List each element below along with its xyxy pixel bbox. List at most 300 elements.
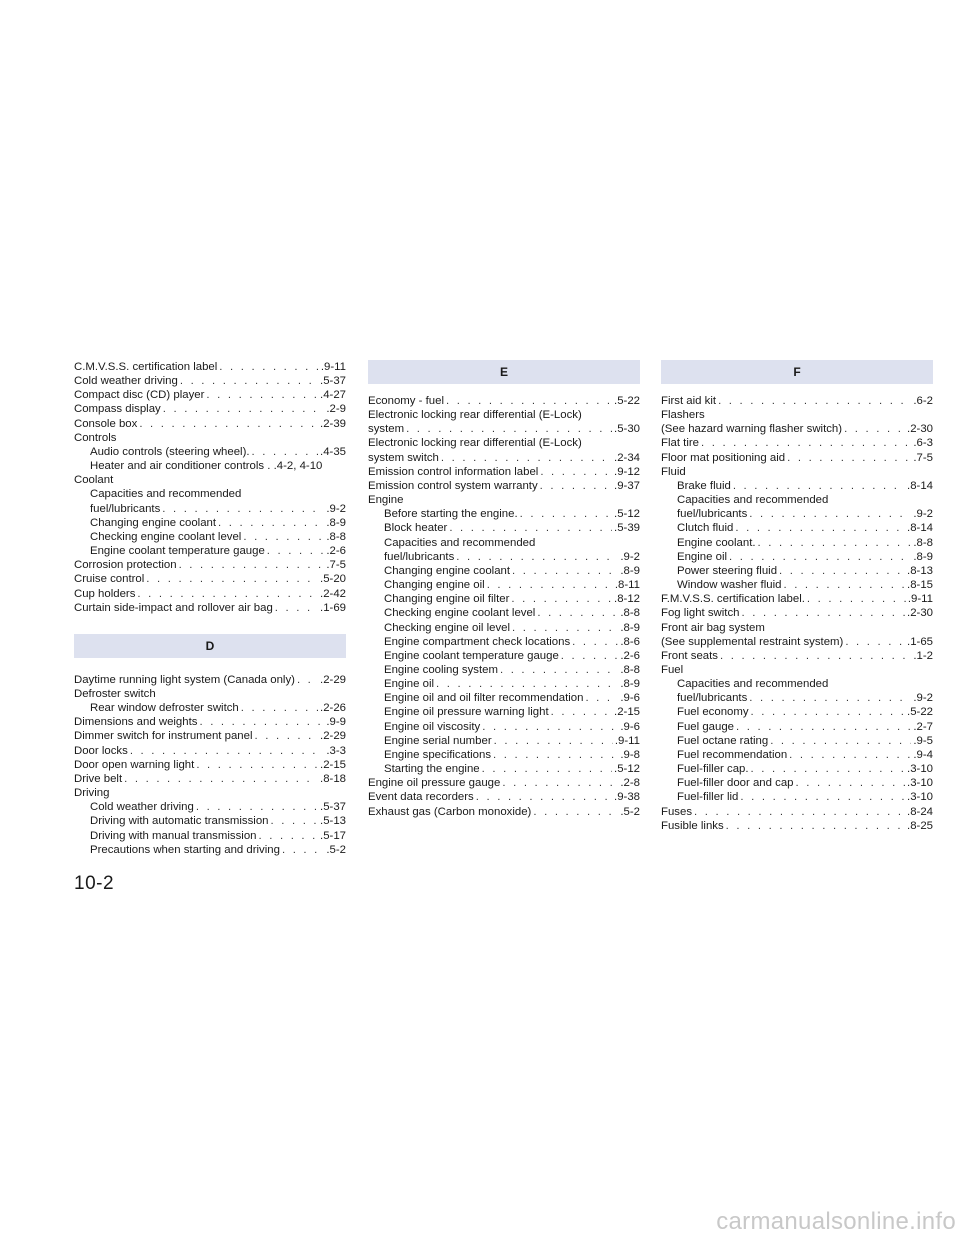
dot-leader xyxy=(844,422,905,436)
index-entry xyxy=(74,502,346,516)
dot-leader xyxy=(749,691,911,705)
index-entry-label: Engine oil pressure warning light xyxy=(384,706,549,719)
index-entry-page: .9-38 xyxy=(614,791,640,804)
dot-leader xyxy=(218,516,324,530)
index-entry-page: .2-9 xyxy=(326,403,346,416)
index-entry-label: Before starting the engine. xyxy=(384,508,518,521)
index-entry-page: .8-12 xyxy=(614,593,640,606)
dot-leader xyxy=(139,417,318,431)
index-entry xyxy=(74,374,346,388)
index-entry-page: .8-11 xyxy=(614,579,640,592)
index-entry xyxy=(368,592,640,606)
index-entry-label: Exhaust gas (Carbon monoxide) xyxy=(368,805,532,818)
index-entry-page: .2-26 xyxy=(320,702,346,715)
index-entry xyxy=(368,790,640,804)
index-entry-label: Compass display xyxy=(74,403,161,416)
index-entry-heading: Flashers xyxy=(661,409,705,422)
index-entry-label: Checking engine coolant level xyxy=(384,607,536,620)
index-entry-page: .8-24 xyxy=(907,805,933,818)
index-entry xyxy=(74,558,346,572)
dot-leader xyxy=(729,550,911,564)
index-entry-label: Fuel gauge xyxy=(677,720,734,733)
index-entry-label: Dimmer switch for instrument panel xyxy=(74,730,253,743)
index-entry-page: .8-13 xyxy=(907,564,933,577)
index-entry-page: .2-34 xyxy=(614,451,640,464)
index-entry-label: Cruise control xyxy=(74,573,145,586)
index-entry-label: Door open warning light xyxy=(74,758,195,771)
index-entry-page: .4-27 xyxy=(320,389,346,402)
index-entry xyxy=(368,606,640,620)
index-entry-label: Power steering fluid xyxy=(677,564,778,577)
index-entry-label: Emission control system warranty xyxy=(368,479,538,492)
index-entry-page: .2-39 xyxy=(320,417,346,430)
index-entry-heading: Electronic locking rear differential (E-Lock) xyxy=(368,437,582,450)
index-entry xyxy=(368,776,640,790)
watermark-text: carmanualsonline.info xyxy=(716,1208,956,1235)
dot-leader xyxy=(130,744,325,758)
index-entry xyxy=(368,550,640,564)
dot-leader xyxy=(585,691,618,705)
index-entry xyxy=(368,422,640,436)
index-entry xyxy=(368,748,640,762)
index-entry xyxy=(661,536,933,550)
index-entry-page: .2-7 xyxy=(913,720,933,733)
index-entry-heading: Coolant xyxy=(74,474,114,487)
index-entry-label: Engine oil xyxy=(677,550,728,563)
index-entry-label: Engine oil xyxy=(384,678,435,691)
index-entry-label: Console box xyxy=(74,417,138,430)
index-entry xyxy=(74,729,346,743)
index-entry xyxy=(74,544,346,558)
index-entry xyxy=(74,572,346,586)
index-entry xyxy=(368,762,640,776)
index-entry xyxy=(368,451,640,465)
section-header-d: D xyxy=(74,634,346,658)
dot-leader xyxy=(482,720,618,734)
index-entry-page: .8-25 xyxy=(907,819,933,832)
dot-leader xyxy=(493,748,618,762)
index-entry-page: .9-2 xyxy=(913,508,933,521)
index-entry-label: Event data recorders xyxy=(368,791,474,804)
index-entry xyxy=(368,578,640,592)
index-entry-page: .8-9 xyxy=(326,516,346,529)
index-entry-label: fuel/lubricants xyxy=(677,508,748,521)
index-entry-label: Window washer fluid xyxy=(677,579,782,592)
index-entry xyxy=(368,649,640,663)
index-entry xyxy=(368,734,640,748)
index-entry xyxy=(368,635,640,649)
dot-leader xyxy=(572,635,618,649)
index-entry xyxy=(661,394,933,408)
index-entry-label: Changing engine coolant xyxy=(90,516,217,529)
dot-leader xyxy=(199,715,324,729)
index-entry xyxy=(661,422,933,436)
index-entry-page: .5-12 xyxy=(614,508,640,521)
page-number: 10-2 xyxy=(74,873,115,894)
section-header-f: F xyxy=(661,360,933,384)
index-entry-page: .2-6 xyxy=(326,545,346,558)
dot-leader xyxy=(540,465,612,479)
dot-leader xyxy=(740,790,905,804)
index-entry-page: .9-6 xyxy=(620,692,640,705)
index-entry-label: Engine compartment check locations xyxy=(384,635,571,648)
dot-leader xyxy=(694,805,905,819)
index-entry-label: Checking engine coolant level xyxy=(90,530,242,543)
index-entry-page: .7-5 xyxy=(913,451,933,464)
index-entry-label: Rear window defroster switch xyxy=(90,702,239,715)
index-entry-page: .8-8 xyxy=(326,530,346,543)
index-entry-page: .5-13 xyxy=(320,815,346,828)
index-entry-page: .5-2 xyxy=(326,843,346,856)
dot-leader xyxy=(726,819,905,833)
index-entry-label: (See hazard warning flasher switch) xyxy=(661,423,843,436)
dot-leader xyxy=(718,394,911,408)
index-entry-label: Compact disc (CD) player xyxy=(74,389,205,402)
index-entry-page: .3-10 xyxy=(907,777,933,790)
index-entry-label: Corrosion protection xyxy=(74,559,177,572)
index-entry-heading: Capacities and recommended xyxy=(90,488,242,501)
index-entry-label: Engine cooling system xyxy=(384,663,498,676)
index-entry-label: Engine specifications xyxy=(384,748,492,761)
index-entry-label: Drive belt xyxy=(74,772,123,785)
dot-leader xyxy=(537,606,618,620)
index-entry-heading: Driving xyxy=(74,787,110,800)
dot-leader xyxy=(243,530,324,544)
index-entry-label: Engine oil and oil filter recommendation xyxy=(384,692,584,705)
index-entry-label: Fuses xyxy=(661,805,693,818)
index-entry-heading: Capacities and recommended xyxy=(384,536,536,549)
dot-leader xyxy=(770,734,911,748)
dot-leader xyxy=(259,829,319,843)
dot-leader xyxy=(219,360,319,374)
dot-leader xyxy=(146,572,318,586)
index-entry-page: .8-8 xyxy=(620,663,640,676)
index-entry-page: .1-69 xyxy=(320,601,346,614)
index-entry-label: Cold weather driving xyxy=(74,375,178,388)
index-entry xyxy=(74,715,346,729)
index-entry-page: .9-2 xyxy=(326,502,346,515)
dot-leader xyxy=(758,536,912,550)
index-entry-page: .2-15 xyxy=(320,758,346,771)
dot-leader xyxy=(845,635,905,649)
index-entry-heading: Capacities and recommended xyxy=(677,678,829,691)
index-entry-page: .5-37 xyxy=(320,375,346,388)
index-entry xyxy=(661,762,933,776)
index-entry-heading: Controls xyxy=(74,431,117,444)
dot-leader xyxy=(271,814,319,828)
index-entry-label: Brake fluid xyxy=(677,479,731,492)
index-entry-page: .9-11 xyxy=(320,361,346,373)
index-entry-label: Changing engine oil xyxy=(384,579,485,592)
index-entry xyxy=(661,805,933,819)
index-entry-page: .9-12 xyxy=(614,465,640,478)
index-entry xyxy=(368,507,640,521)
index-entry-heading: Electronic locking rear differential (E-Lock) xyxy=(368,409,582,422)
index-entry-page: .5-2 xyxy=(620,805,640,818)
dot-leader xyxy=(179,558,325,572)
dot-leader xyxy=(783,578,905,592)
index-entry-page: .1-65 xyxy=(907,635,933,648)
dot-leader xyxy=(406,422,612,436)
index-entry-label: system switch xyxy=(368,451,439,464)
index-entry-label: Fuel-filler cap. xyxy=(677,763,749,776)
index-entry-label: Driving with automatic transmission xyxy=(90,815,269,828)
index-entry-label: Front seats xyxy=(661,649,718,662)
index-entry-label: Starting the engine xyxy=(384,763,480,776)
dot-leader xyxy=(720,649,911,663)
index-entry-label: Fuel-filler door and cap xyxy=(677,777,794,790)
index-entry-label: Curtain side-impact and rollover air bag xyxy=(74,601,273,614)
index-entry-label: Flat tire xyxy=(661,437,699,450)
index-entry-label: Block heater xyxy=(384,522,448,535)
dot-leader xyxy=(733,479,905,493)
index-entry-page: .1-2 xyxy=(913,649,933,662)
index-entry-page: .3-3 xyxy=(326,744,346,757)
index-entry-page: .5-17 xyxy=(320,829,346,842)
dot-leader xyxy=(551,705,612,719)
index-entry xyxy=(661,649,933,663)
index-entry-label: fuel/lubricants xyxy=(384,550,455,563)
index-entry-page: .9-11 xyxy=(907,593,933,606)
index-entry xyxy=(661,635,933,649)
index-entry-page: .2-6 xyxy=(620,649,640,662)
index-entry-page: .8-9 xyxy=(620,564,640,577)
dot-leader xyxy=(494,734,613,748)
index-entry-page: .8-8 xyxy=(913,536,933,549)
dot-leader xyxy=(180,374,318,388)
section-header-e: E xyxy=(368,360,640,384)
index-entry-label: Door locks xyxy=(74,744,128,757)
dot-leader xyxy=(487,578,613,592)
index-entry-page: .8-18 xyxy=(320,772,346,785)
index-entry-label: F.M.V.S.S. certification label. xyxy=(661,593,805,606)
index-entry xyxy=(368,705,640,719)
index-entry-page: .9-2 xyxy=(913,692,933,705)
index-entry xyxy=(661,507,933,521)
index-entry xyxy=(74,360,346,374)
index-entry-page: .9-11 xyxy=(614,734,640,747)
index-entry-page: .8-9 xyxy=(620,621,640,634)
index-entry-page: .3-10 xyxy=(907,791,933,804)
index-entry xyxy=(661,436,933,450)
index-entry xyxy=(74,829,346,843)
dot-leader xyxy=(751,762,906,776)
index-entry xyxy=(74,758,346,772)
dot-leader xyxy=(436,677,618,691)
index-entry-label: Changing engine oil filter xyxy=(384,593,510,606)
index-entry-label: Emission control information label xyxy=(368,465,539,478)
index-entry xyxy=(74,772,346,786)
index-entry xyxy=(661,790,933,804)
index-entry-label: Changing engine coolant xyxy=(384,564,511,577)
index-entry-heading: Defroster switch xyxy=(74,687,156,700)
index-entry-page: .8-14 xyxy=(907,522,933,535)
index-column-3 xyxy=(661,360,933,833)
index-entry-page: .9-2 xyxy=(620,550,640,563)
index-entry xyxy=(661,606,933,620)
index-entry xyxy=(368,479,640,493)
dot-leader xyxy=(252,445,318,459)
index-entry-label: C.M.V.S.S. certification label xyxy=(74,361,218,373)
dot-leader xyxy=(807,592,906,606)
index-entry xyxy=(74,601,346,615)
dot-leader xyxy=(789,748,911,762)
index-entry xyxy=(368,663,640,677)
index-entry xyxy=(661,705,933,719)
index-entry xyxy=(74,587,346,601)
dot-leader xyxy=(561,649,619,663)
index-entry-page: .5-20 xyxy=(320,573,346,586)
index-entry xyxy=(661,521,933,535)
index-entry-label: Fuel octane rating xyxy=(677,734,769,747)
dot-leader xyxy=(701,436,911,450)
dot-leader xyxy=(500,663,618,677)
index-entry-page: .2-29 xyxy=(320,673,346,686)
index-entry xyxy=(661,776,933,790)
dot-leader xyxy=(512,621,618,635)
index-entry-label: (See supplemental restraint system) xyxy=(661,635,844,648)
index-entry-page: .2-15 xyxy=(614,706,640,719)
index-entry-page: .3-10 xyxy=(907,763,933,776)
index-entry-heading: Heater and air conditioner controls . .4-2, 4-10 xyxy=(90,460,323,473)
dot-leader xyxy=(137,587,318,601)
index-entry xyxy=(74,530,346,544)
index-entry-page: .8-9 xyxy=(913,550,933,563)
index-entry-heading: Engine xyxy=(368,494,404,507)
dot-leader xyxy=(241,701,318,715)
index-entry-label: Clutch fluid xyxy=(677,522,734,535)
index-column-2 xyxy=(368,360,640,819)
index-entry xyxy=(368,521,640,535)
index-entry xyxy=(661,564,933,578)
index-entry-page: .9-5 xyxy=(913,734,933,747)
dot-leader xyxy=(456,550,618,564)
index-entry-page: .2-42 xyxy=(320,587,346,600)
index-entry-label: Engine coolant. xyxy=(677,536,756,549)
dot-leader xyxy=(449,521,612,535)
dot-leader xyxy=(196,800,318,814)
index-entry-label: Fuel economy xyxy=(677,706,749,719)
dot-leader xyxy=(267,544,325,558)
index-entry-page: .6-3 xyxy=(913,437,933,450)
index-entry-page: .6-2 xyxy=(913,395,933,407)
index-entry xyxy=(74,402,346,416)
index-entry xyxy=(368,720,640,734)
index-entry-label: Daytime running light system (Canada only) xyxy=(74,673,295,686)
index-entry xyxy=(74,673,346,687)
index-entry xyxy=(661,479,933,493)
index-entry xyxy=(661,734,933,748)
index-entry-page: .8-6 xyxy=(620,635,640,648)
dot-leader xyxy=(297,673,318,687)
index-entry-page: .9-8 xyxy=(620,748,640,761)
index-entry xyxy=(661,578,933,592)
index-entry-label: Dimensions and weights xyxy=(74,716,198,729)
dot-leader xyxy=(163,402,325,416)
dot-leader xyxy=(476,790,612,804)
index-entry-label: Driving with manual transmission xyxy=(90,829,257,842)
dot-leader xyxy=(255,729,319,743)
index-entry-label: Cold weather driving xyxy=(90,801,194,814)
dot-leader xyxy=(511,592,612,606)
index-column-1 xyxy=(74,360,346,857)
index-entry-label: fuel/lubricants xyxy=(677,692,748,705)
index-entry-label: Economy - fuel xyxy=(368,395,444,407)
index-entry-page: .2-8 xyxy=(620,777,640,790)
index-entry-heading: Fuel xyxy=(661,663,684,676)
dot-leader xyxy=(787,451,911,465)
dot-leader xyxy=(206,388,318,402)
index-entry-page: .2-30 xyxy=(907,423,933,436)
dot-leader xyxy=(441,451,612,465)
index-entry-page: .2-29 xyxy=(320,730,346,743)
index-entry xyxy=(368,677,640,691)
index-entry-page: .5-22 xyxy=(907,706,933,719)
index-entry xyxy=(74,445,346,459)
index-entry xyxy=(661,819,933,833)
dot-leader xyxy=(520,507,612,521)
index-entry-page: .5-39 xyxy=(614,522,640,535)
index-entry-page: .5-30 xyxy=(614,423,640,436)
index-entry-label: Fusible links xyxy=(661,819,724,832)
dot-leader xyxy=(749,507,911,521)
index-entry-label: Cup holders xyxy=(74,587,136,600)
index-entry-page: .5-37 xyxy=(320,801,346,814)
dot-leader xyxy=(502,776,618,790)
index-entry-page: .5-12 xyxy=(614,763,640,776)
index-entry xyxy=(368,621,640,635)
index-entry xyxy=(74,388,346,402)
dot-leader xyxy=(482,762,612,776)
dot-leader xyxy=(742,606,906,620)
index-entry xyxy=(74,814,346,828)
index-entry-page: .7-5 xyxy=(326,559,346,572)
index-entry xyxy=(661,720,933,734)
index-entry xyxy=(368,564,640,578)
dot-leader xyxy=(735,521,905,535)
dot-leader xyxy=(275,601,318,615)
index-entry-page: .2-30 xyxy=(907,607,933,620)
index-entry-label: fuel/lubricants xyxy=(90,502,161,515)
dot-leader xyxy=(533,805,618,819)
dot-leader xyxy=(779,564,905,578)
index-entry-label: Engine serial number xyxy=(384,734,492,747)
dot-leader xyxy=(162,502,324,516)
index-entry-heading: Fluid xyxy=(661,465,686,478)
dot-leader xyxy=(736,720,911,734)
index-entry-label: Engine oil pressure gauge xyxy=(368,777,501,790)
index-entry xyxy=(74,417,346,431)
index-entry xyxy=(661,550,933,564)
index-entry-label: Audio controls (steering wheel). xyxy=(90,445,250,458)
index-entry xyxy=(368,394,640,408)
index-entry xyxy=(661,691,933,705)
index-entry xyxy=(661,592,933,606)
index-entry xyxy=(368,805,640,819)
index-entry xyxy=(661,748,933,762)
index-entry-page: .8-14 xyxy=(907,479,933,492)
index-entry-label: Precautions when starting and driving xyxy=(90,843,280,856)
index-entry xyxy=(661,451,933,465)
index-entry-page: .8-9 xyxy=(620,678,640,691)
index-entry-label: Engine coolant temperature gauge xyxy=(384,649,559,662)
index-entry-page: .4-35 xyxy=(320,445,346,458)
index-entry-heading: Front air bag system xyxy=(661,621,765,634)
index-entry-page: .5-22 xyxy=(614,395,640,407)
index-entry-page: .9-6 xyxy=(620,720,640,733)
index-entry-label: Fog light switch xyxy=(661,607,740,620)
index-entry-page: .8-8 xyxy=(620,607,640,620)
